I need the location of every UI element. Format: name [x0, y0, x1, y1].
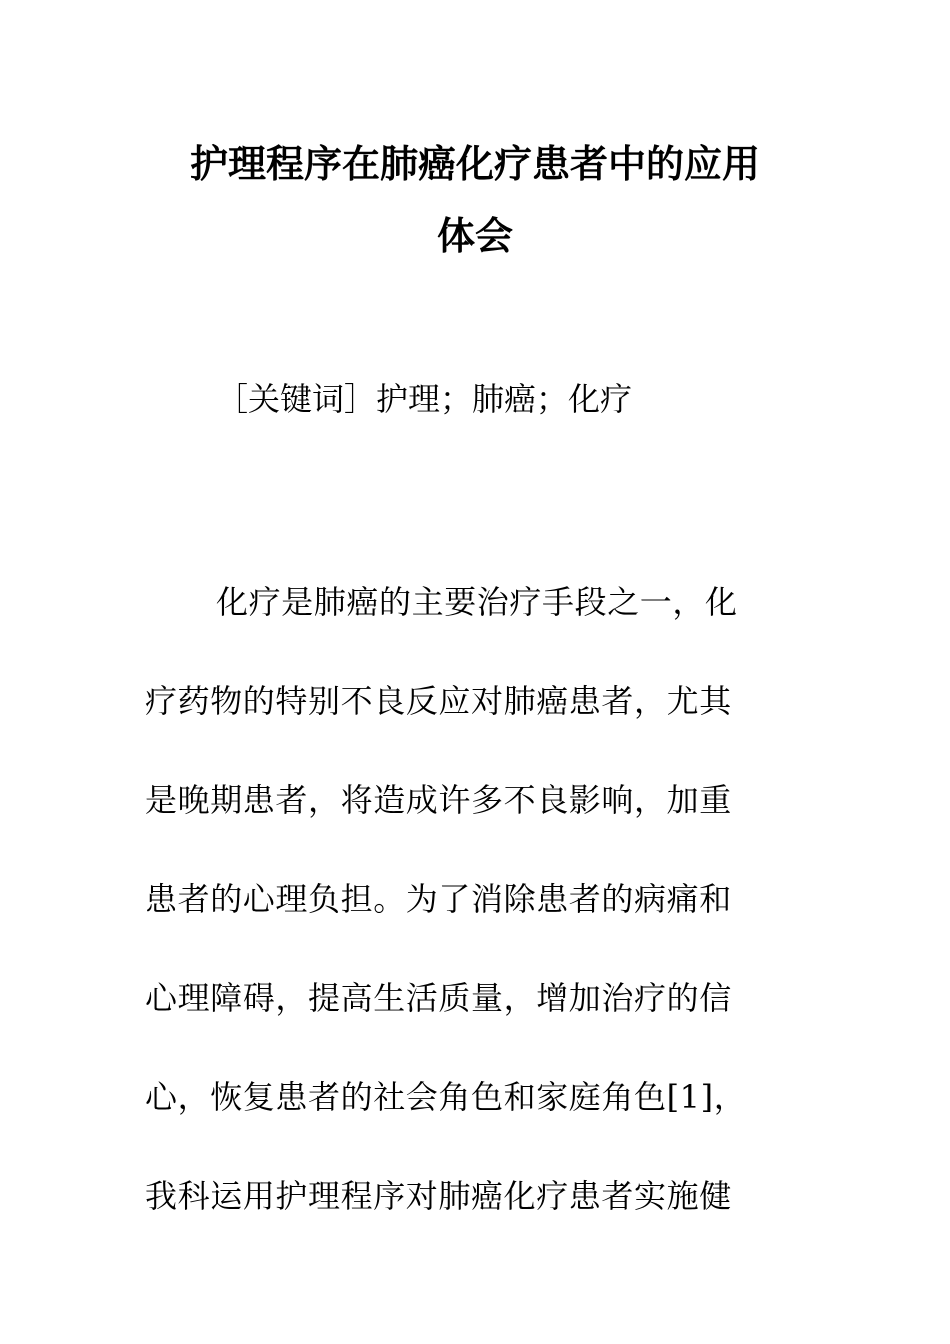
- body-line-2: 疗药物的特别不良反应对肺癌患者，尤其: [145, 682, 732, 720]
- body-line-4: 患者的心理负担。为了消除患者的病痛和: [145, 880, 732, 918]
- body-line-1: 化疗是肺癌的主要治疗手段之一，化: [216, 583, 738, 621]
- title-line-1: 护理程序在肺癌化疗患者中的应用: [189, 142, 760, 186]
- body-line-6: 心，恢复患者的社会角色和家庭角色[1]，: [145, 1078, 747, 1116]
- body-line-7: 我科运用护理程序对肺癌化疗患者实施健: [145, 1177, 732, 1215]
- document-title: [140, 128, 810, 272]
- keywords-line: ［关键词］护理；肺癌；化疗: [216, 380, 633, 418]
- body-line-3: 是晚期患者，将造成许多不良影响，加重: [145, 781, 732, 819]
- body-line-5: 心理障碍，提高生活质量，增加治疗的信: [145, 979, 732, 1017]
- body-paragraph: [145, 574, 785, 1267]
- title-line-2: 体会: [436, 214, 513, 258]
